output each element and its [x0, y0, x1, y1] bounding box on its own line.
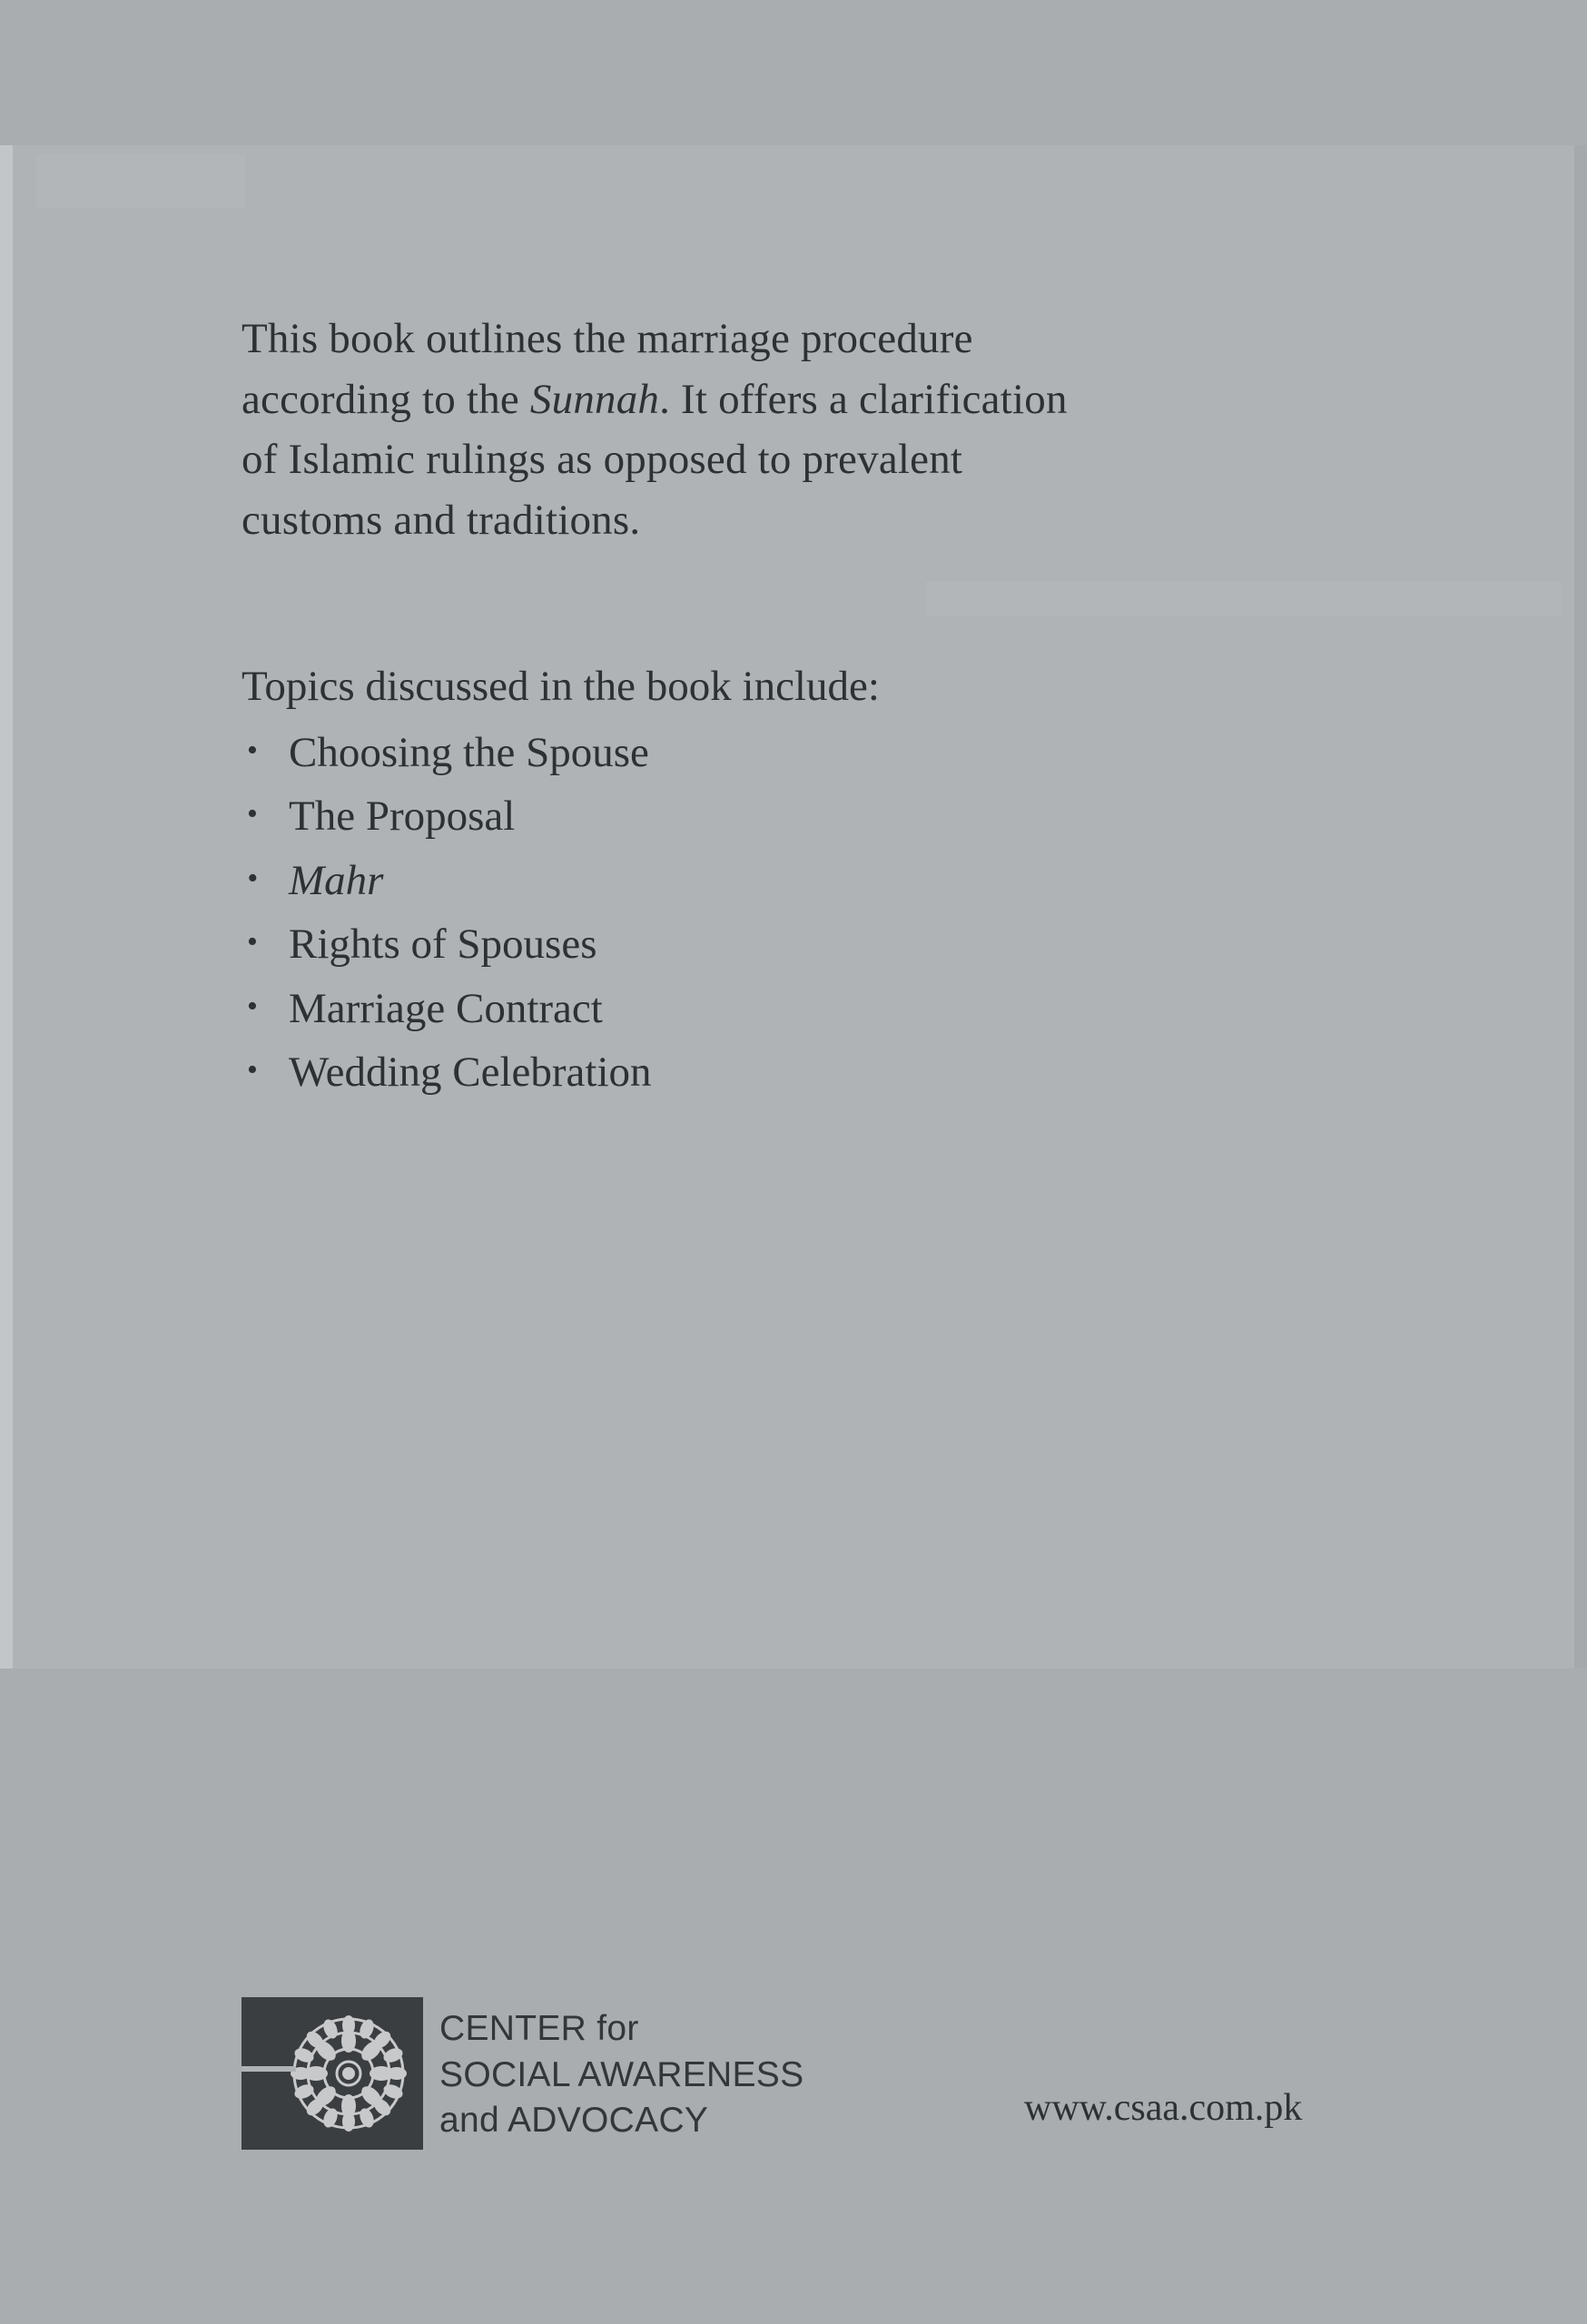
description-line-4: customs and traditions. — [242, 497, 641, 545]
topics-heading: Topics discussed in the book include: — [242, 662, 880, 710]
left-edge-strip — [0, 145, 13, 1669]
list-item: • Choosing the Spouse — [242, 721, 1331, 785]
top-band — [0, 0, 1587, 145]
list-item: • Marriage Contract — [242, 977, 1331, 1041]
org-line-3: and ADVOCACY — [439, 2101, 709, 2141]
description-line-3: of Islamic rulings as opposed to prevalent — [242, 436, 963, 484]
org-line-2: SOCIAL AWARENESS — [439, 2054, 804, 2094]
topics-list — [242, 721, 1331, 1105]
print-through-artifact — [36, 154, 245, 209]
list-item: • The Proposal — [242, 784, 1331, 849]
list-item: • Mahr — [242, 849, 1331, 913]
description-line-2-pre: according to the — [242, 375, 530, 423]
description-term-sunnah: Sunnah — [529, 375, 660, 423]
footer — [242, 1997, 1422, 2161]
right-edge-strip — [1574, 145, 1587, 1669]
list-item: • Rights of Spouses — [242, 912, 1331, 977]
organization-name — [439, 2006, 803, 2144]
cover-content — [242, 309, 1331, 1105]
bottom-band — [0, 1669, 1587, 2324]
description-line-1: This book outlines the marriage procedure — [242, 315, 973, 362]
rosette-mandala-icon — [242, 1997, 423, 2150]
website-url[interactable]: www.csaa.com.pk — [1024, 2087, 1303, 2129]
book-description — [242, 309, 1331, 551]
org-line-1: CENTER for — [439, 2009, 639, 2048]
list-item: • Wedding Celebration — [242, 1040, 1331, 1105]
description-line-2-post: . It offers a clarification — [659, 375, 1068, 423]
